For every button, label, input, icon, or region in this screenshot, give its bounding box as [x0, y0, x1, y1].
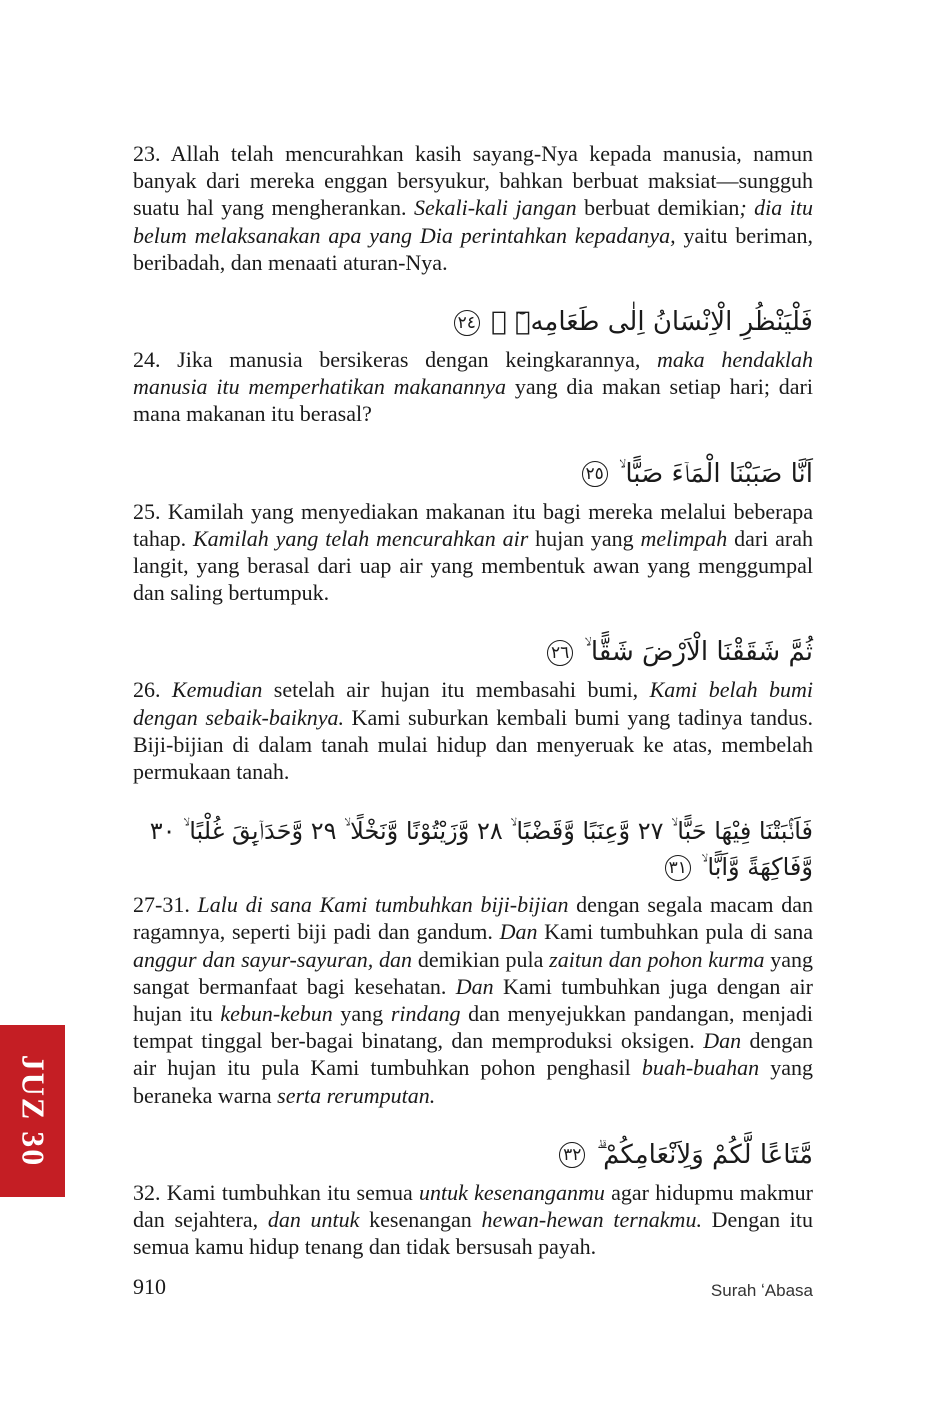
page-number: 910	[133, 1274, 166, 1299]
text-run: Kami tumbuhkan juga dengan air hujan itu	[133, 973, 813, 1027]
arabic-text: اَنَّا صَبَبْنَا الْمَاۤءَ صَبًّا ۙ	[610, 458, 813, 489]
arabic-text: فَاَنْۢبَتْنَا فِيْهَا حَبًّا ۙ ٢٧ وَّعِنَبًا وَّقَضْبًا ۙ ٢٨ وَّزَيْتُوْنًا وَّنَخْلًا ۙ ٢٩ وَّحَدَاۤىِٕقَ غُلْبًا ۙ ٣٠ وَّفَاكِهَةً وَّاَبًّا ۙ	[149, 817, 813, 882]
italic-text: zaitun dan pohon kurma	[549, 946, 765, 972]
text-run: yang	[332, 1001, 391, 1027]
italic-text: Sekali-kali jangan	[413, 195, 577, 221]
ayah-number-marker: ٢٥	[582, 461, 608, 487]
italic-text: Lalu di sana Kami tumbuhkan biji-bijian	[197, 892, 569, 918]
text-run: 27-31.	[133, 892, 198, 918]
text-run: yang dia makan setiap hari; dari mana makanan itu berasal?	[133, 374, 813, 427]
text-run: 24. Jika manusia bersikeras dengan keingkarannya,	[133, 347, 658, 373]
translation-paragraph	[133, 140, 813, 276]
text-run: 23. Allah telah mencurahkan kasih sayang-Nya kepada manusia, namun banyak dari mereka enggan bersyukur, bahkan berbuat maksiat—sungguh suatu hal yang mengherankan.	[133, 141, 813, 221]
translation-paragraph	[133, 676, 813, 785]
italic-text: untuk kesenanganmu	[419, 1179, 605, 1205]
translation-paragraph	[133, 891, 813, 1109]
italic-text: dan untuk	[267, 1207, 360, 1233]
arabic-text: فَلْيَنْظُرِ الْاِنْسَانُ اِلٰى طَعَامِهٖٓ ۙ	[482, 307, 813, 338]
italic-text: Dan	[703, 1028, 742, 1054]
italic-text: anggur dan sayur-sayuran, dan	[133, 946, 413, 972]
text-run: setelah air hujan itu membasahi bumi,	[262, 677, 650, 703]
text-run: dengan segala macam dan ragamnya, seperti biji padi dan gandum.	[133, 892, 814, 945]
arabic-verse	[133, 304, 813, 340]
juz-label: JUZ 30	[15, 1054, 51, 1168]
text-run: dan menyejukkan pandangan, menjadi tempat tinggal ber-bagai binatang, dan memproduksi oksigen.	[133, 1001, 813, 1054]
text-run: yang sangat bermanfaat bagi kesehatan.	[133, 946, 814, 999]
translation-paragraph	[133, 346, 813, 428]
surah-name: Surah ʻAbasa	[710, 1281, 813, 1300]
text-run: Kami tumbuhkan pula di sana	[537, 919, 814, 945]
arabic-verse	[133, 456, 813, 492]
page-content	[133, 140, 813, 1260]
italic-text: maka hendaklah manusia itu memperhatikan makanannya	[133, 347, 814, 400]
italic-text: hewan-hewan ternakmu.	[481, 1207, 702, 1233]
text-run: Dengan itu semua kamu hidup tenang dan tidak bersusah payah.	[133, 1207, 813, 1260]
ayah-number-marker: ٢٤	[454, 310, 480, 336]
text-run: Kami suburkan kembali bumi yang tadinya tandus. Biji-bijian di dalam tanah mulai hidup dan menyeruak ke atas, membelah permukaan tanah.	[133, 704, 814, 785]
text-run: yaitu beriman, beribadah, dan menaati aturan-Nya.	[133, 222, 813, 275]
italic-text: Dan	[499, 919, 538, 945]
translation-paragraph	[133, 498, 813, 607]
text-run: demikian pula	[412, 946, 550, 972]
text-run: dengan air hujan itu pula Kami tumbuhkan pohon penghasil	[133, 1028, 813, 1081]
text-run: berbuat demikian	[576, 195, 740, 221]
arabic-verse	[133, 1137, 813, 1173]
translation-paragraph	[133, 1179, 813, 1261]
juz-tab	[0, 1025, 65, 1197]
arabic-text: ثُمَّ شَقَقْنَا الْاَرْضَ شَقًّا ۙ	[576, 637, 813, 668]
arabic-text: مَّتَاعًا لَّكُمْ وَلِاَنْعَامِكُمْ ۗ	[588, 1139, 813, 1170]
arabic-verse	[133, 813, 813, 885]
italic-text: Kami belah bumi dengan sebaik-baiknya.	[133, 677, 813, 730]
ayah-number-marker: ٢٦	[547, 640, 573, 666]
ayah-number-marker: ٣٢	[559, 1142, 585, 1168]
text-run: 26.	[133, 677, 172, 703]
italic-text: Dan	[455, 973, 494, 999]
italic-text: Kamilah yang telah mencurahkan air	[192, 525, 529, 551]
text-run: 25. Kamilah yang menyediakan makanan itu bagi mereka melalui beberapa tahap.	[133, 498, 813, 551]
italic-text: rindang	[390, 1001, 461, 1027]
text-run: dari arah langit, yang berasal dari uap air yang membentuk awan yang menggumpal dan saling bertumpuk.	[133, 525, 813, 606]
ayah-number-marker: ٣١	[665, 855, 691, 881]
text-run: hujan yang	[528, 525, 641, 551]
italic-text: ; dia itu belum melaksanakan apa yang Dia perintahkan kepadanya,	[133, 195, 813, 248]
italic-text: melimpah	[640, 525, 728, 551]
text-run: agar hidupmu makmur dan sejahtera,	[133, 1179, 814, 1233]
arabic-verse	[133, 634, 813, 670]
italic-text: kebun-kebun	[220, 1001, 333, 1027]
italic-text: Kemudian	[171, 677, 263, 703]
text-run: kesenangan	[359, 1207, 482, 1233]
italic-text: buah-buahan	[641, 1055, 760, 1081]
text-run: yang beraneka warna	[133, 1055, 813, 1108]
italic-text: serta rerumputan.	[277, 1082, 436, 1108]
text-run: 32. Kami tumbuhkan itu semua	[133, 1179, 420, 1205]
